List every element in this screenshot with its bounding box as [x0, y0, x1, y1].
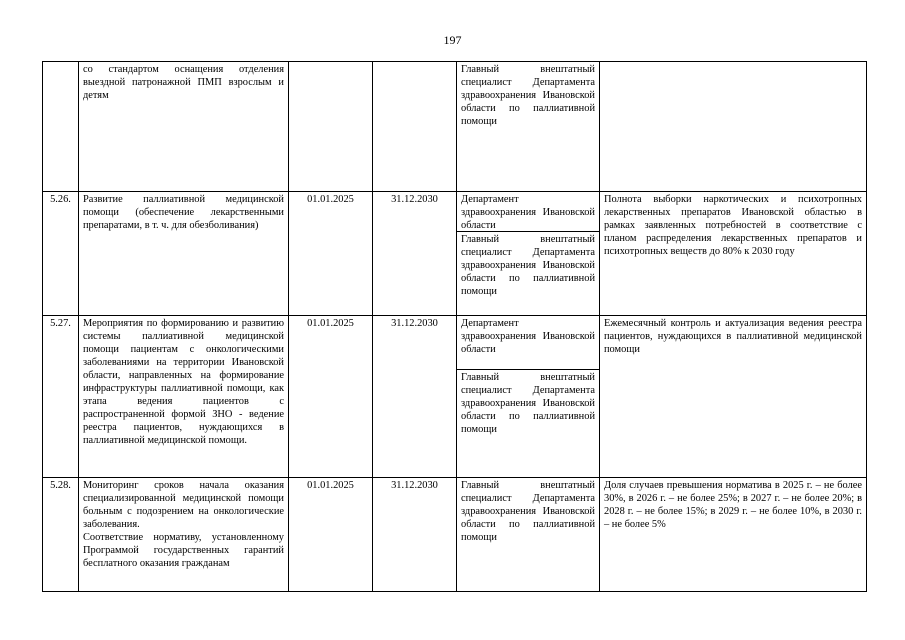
table-row	[43, 316, 867, 478]
executor-department: Департамент здравоохранения Ивановской области	[461, 318, 595, 355]
executor-cell	[457, 62, 600, 192]
executor-cell	[457, 316, 600, 478]
end-date-cell: 31.12.2030	[373, 478, 457, 592]
indicator-cell: Доля случаев превышения норматива в 2025 г. – не более 30%, в 2026 г. – не более 25%; в 2027 г. – не более 20%; в 2028 г. – не более 15%; в 2029 г. – не более 10%, в 2030 г. – не более 5%	[600, 478, 867, 592]
indicator-cell: Полнота выборки наркотических и психотропных лекарственных препаратов Ивановской областью в рамках заявленных потребностей в соответствие с планом распределения лекарственных препаратов и психотропных веществ до 80% к 2030 году	[600, 192, 867, 316]
start-date-cell: 01.01.2025	[289, 478, 373, 592]
executor-chief-specialist: Главный внештатный специалист Департамента здравоохранения Ивановской области по паллиативной помощи	[461, 64, 595, 127]
executor-department: Департамент здравоохранения Ивановской области	[461, 194, 595, 231]
indicator-cell: Ежемесячный контроль и актуализация ведения реестра пациентов, нуждающихся в паллиативной медицинской помощи	[600, 316, 867, 478]
start-date-cell	[289, 62, 373, 192]
end-date-cell: 31.12.2030	[373, 192, 457, 316]
executor-cell	[457, 192, 600, 316]
activity-cell: Мероприятия по формированию и развитию системы паллиативной медицинской помощи пациентам с онкологическими заболеваниями на территории Ивановской области, направленных на формирование инфраструктуры паллиативной помощи, как этапа ведения пациентов с распространенной формой ЗНО - ведение реестра пациентов, нуждающихся в паллиативной медицинской помощи.	[79, 316, 289, 478]
activity-cell: со стандартом оснащения отделения выездной патронажной ПМП взрослым и детям	[79, 62, 289, 192]
activities-table	[42, 61, 867, 592]
executor-chief-specialist: Главный внештатный специалист Департамента здравоохранения Ивановской области по паллиативной помощи	[457, 231, 599, 298]
executor-chief-specialist: Главный внештатный специалист Департамента здравоохранения Ивановской области по паллиативной помощи	[461, 480, 595, 543]
start-date-cell: 01.01.2025	[289, 316, 373, 478]
row-number	[43, 62, 79, 192]
row-number: 5.27.	[43, 316, 79, 478]
activity-cell: Развитие паллиативной медицинской помощи (обеспечение лекарственными препаратами, в т. ч. для обезболивания)	[79, 192, 289, 316]
activity-extra-text: Соответствие нормативу, установленному Программой государственных гарантий бесплатного оказания гражданам	[83, 532, 284, 569]
executor-chief-specialist: Главный внештатный специалист Департамента здравоохранения Ивановской области по паллиативной помощи	[457, 369, 599, 436]
table-row	[43, 62, 867, 192]
executor-cell	[457, 478, 600, 592]
activity-cell	[79, 478, 289, 592]
row-number: 5.28.	[43, 478, 79, 592]
activity-text: Мониторинг сроков начала оказания специализированной медицинской помощи больным с подозрением на онкологические заболевания.	[83, 480, 284, 530]
table-row	[43, 192, 867, 316]
start-date-cell: 01.01.2025	[289, 192, 373, 316]
end-date-cell	[373, 62, 457, 192]
indicator-cell	[600, 62, 867, 192]
page-number: 197	[443, 33, 462, 47]
table-row	[43, 478, 867, 592]
row-number: 5.26.	[43, 192, 79, 316]
end-date-cell: 31.12.2030	[373, 316, 457, 478]
